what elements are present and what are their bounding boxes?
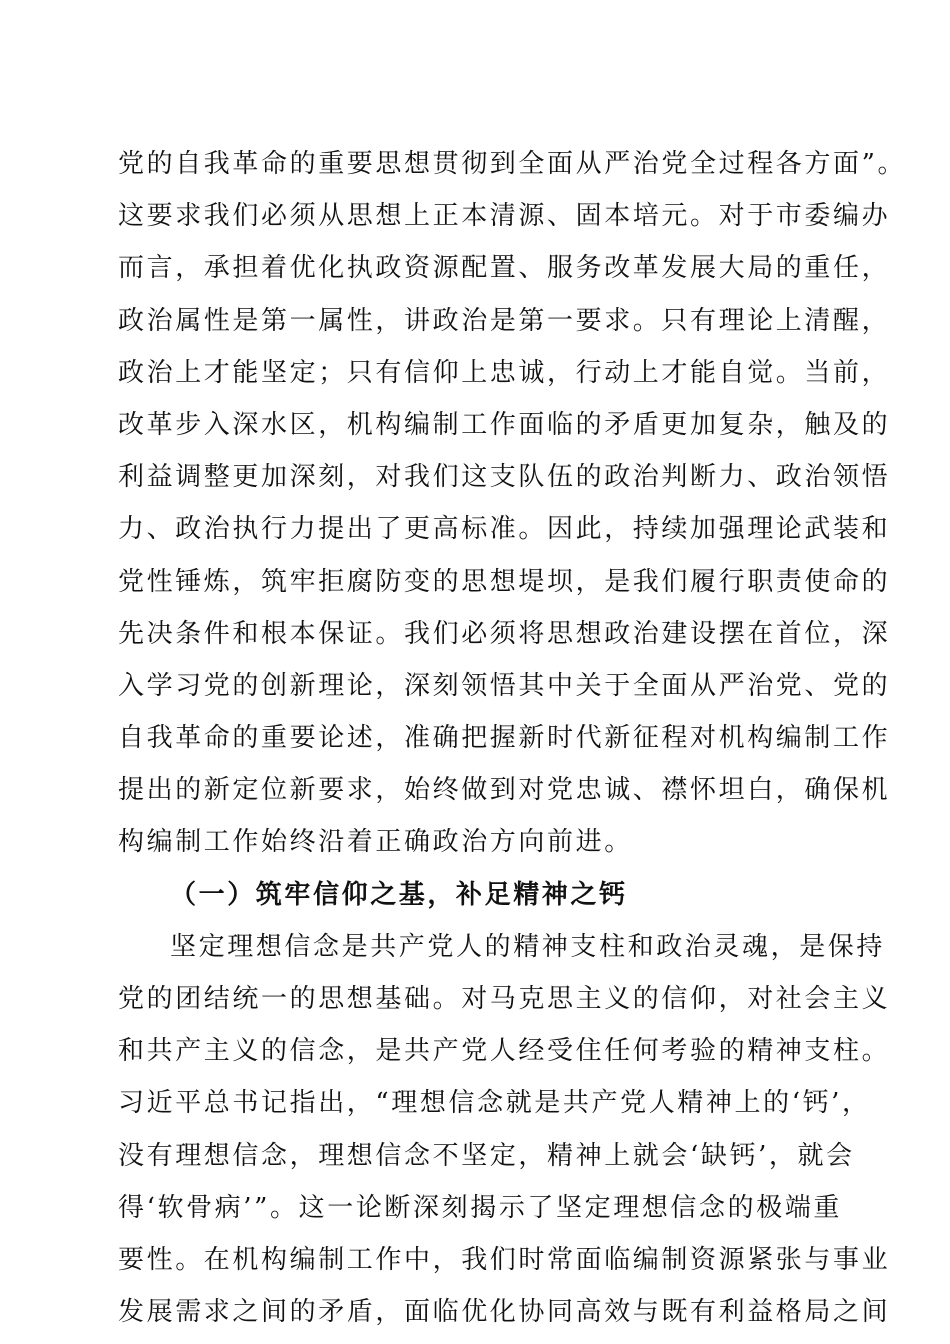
paragraph-line: 改革步入深水区，机构编制工作面临的矛盾更加复杂，触及的: [118, 409, 891, 440]
paragraph-line: 自我革命的重要论述，准确把握新时代新征程对机构编制工作: [118, 723, 891, 754]
paragraph-line: 提出的新定位新要求，始终做到对党忠诚、襟怀坦白，确保机: [118, 775, 891, 806]
paragraph-line: 要性。在机构编制工作中，我们时常面临编制资源紧张与事业: [118, 1244, 891, 1275]
paragraph-line: 政治上才能坚定；只有信仰上忠诚，行动上才能自觉。当前，: [118, 357, 891, 388]
paragraph-line: 党的自我革命的重要思想贯彻到全面从严治党全过程各方面”。: [118, 149, 907, 179]
paragraph-line: 坚定理想信念是共产党人的精神支柱和政治灵魂，是保持: [170, 931, 886, 962]
paragraph-line: 得‘软骨病’”。这一论断深刻揭示了坚定理想信念的极端重: [118, 1192, 843, 1223]
paragraph-line: 先决条件和根本保证。我们必须将思想政治建设摆在首位，深: [118, 618, 891, 649]
paragraph-line: 力、政治执行力提出了更高标准。因此，持续加强理论武装和: [118, 514, 891, 545]
paragraph-line: 习近平总书记指出，“理想信念就是共产党人精神上的‘钙’，: [118, 1088, 871, 1119]
paragraph-line: 而言，承担着优化执政资源配置、服务改革发展大局的重任，: [118, 253, 891, 284]
paragraph-line: 这要求我们必须从思想上正本清源、固本培元。对于市委编办: [118, 201, 891, 232]
section-heading: （一）筑牢信仰之基，补足精神之钙: [170, 879, 628, 910]
paragraph-line: 没有理想信念，理想信念不坚定，精神上就会‘缺钙’，就会: [118, 1140, 855, 1171]
paragraph-line: 政治属性是第一属性，讲政治是第一要求。只有理论上清醒，: [118, 305, 891, 336]
paragraph-line: 构编制工作始终沿着正确政治方向前进。: [118, 827, 633, 858]
document-body: [118, 138, 907, 1338]
paragraph-line: 入学习党的创新理论，深刻领悟其中关于全面从严治党、党的: [118, 670, 891, 701]
paragraph-line: 和共产主义的信念，是共产党人经受住任何考验的精神支柱。: [118, 1036, 891, 1067]
paragraph-line: 党的团结统一的思想基础。对马克思主义的信仰，对社会主义: [118, 984, 891, 1014]
paragraph-line: 党性锤炼，筑牢拒腐防变的思想堤坝，是我们履行职责使命的: [118, 566, 891, 597]
paragraph-line: 利益调整更加深刻，对我们这支队伍的政治判断力、政治领悟: [118, 462, 891, 493]
paragraph-line: 发展需求之间的矛盾，面临优化协同高效与既有利益格局之间: [118, 1297, 891, 1328]
